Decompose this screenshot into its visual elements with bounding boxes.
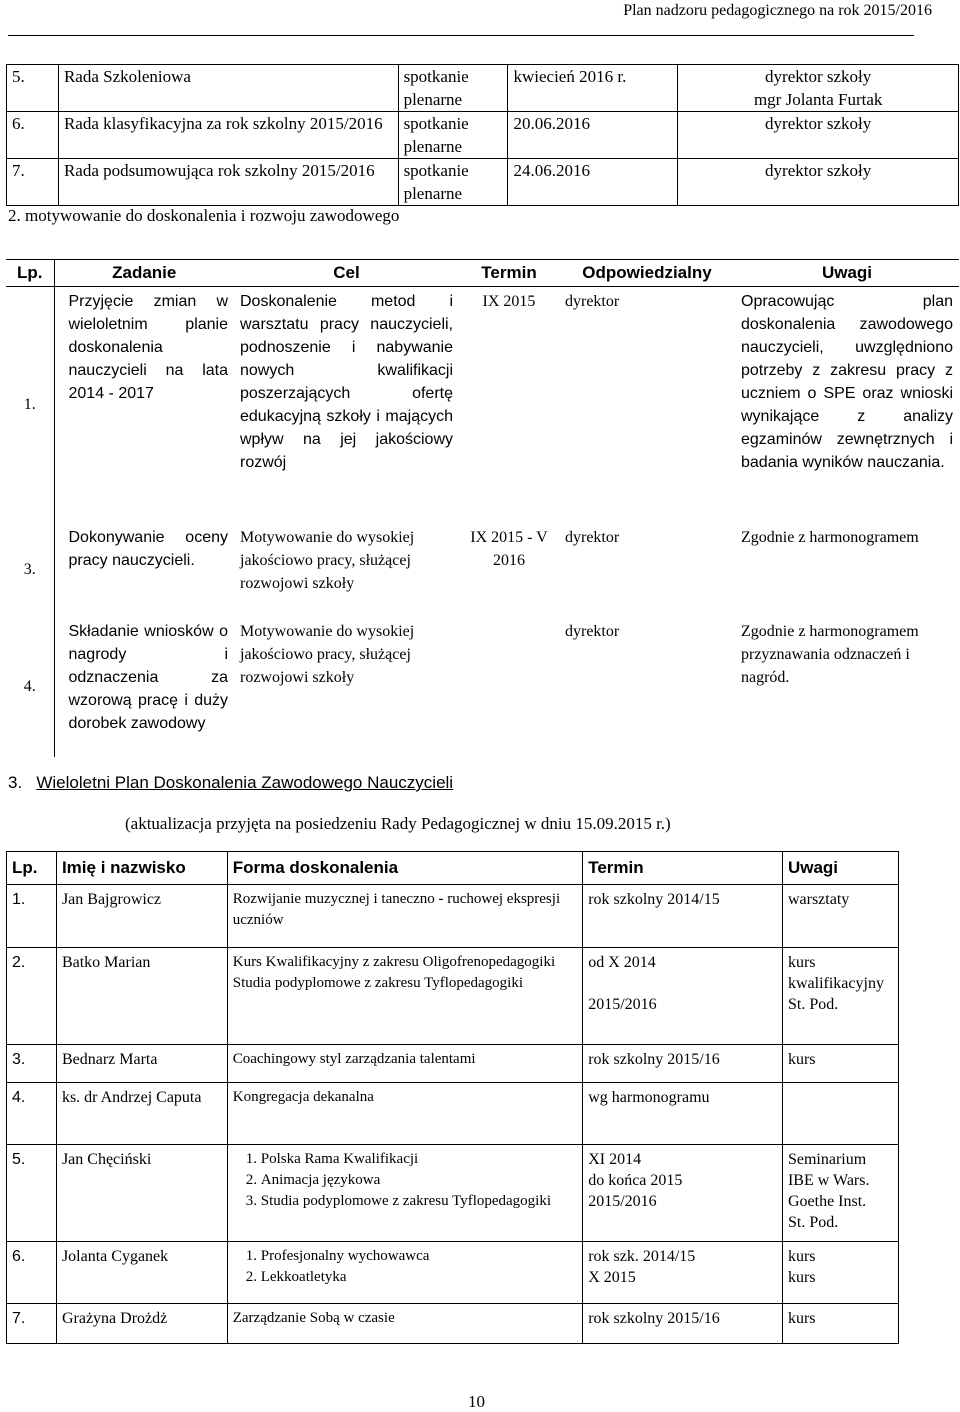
task-lp: 4.: [6, 617, 54, 757]
teacher-name: Jan Bajgrowicz: [56, 885, 227, 948]
teacher-lp: 1.: [7, 885, 57, 948]
teacher-notes: [782, 948, 898, 1045]
teachers-header-row: [7, 852, 899, 885]
task-notes: Opracowując plan doskonalenia zawodowego nauczycieli, uwzględniono potrzeby z zakresu pracy z uczniem o SPE oraz wnioski wynikające z analizy egzaminów zewnętrznych i badania wyników nauczania.: [741, 293, 953, 471]
teacher-notes: [782, 1045, 898, 1083]
section-3-heading: Wieloletni Plan Doskonalenia Zawodowego Nauczycieli: [36, 773, 454, 792]
meeting-name: Rada Szkoleniowa: [58, 65, 398, 112]
table-row: [7, 65, 959, 112]
table-row: [6, 617, 959, 757]
form-item: 1. Profesjonalny wychowawca: [261, 1246, 577, 1267]
form-item: Kurs Kwalifikacyjny z zakresu Oligofrenopedagogiki: [232, 954, 556, 970]
task-lp: 1.: [6, 287, 54, 523]
tasks-table: [6, 259, 959, 757]
table-row: [7, 1145, 899, 1242]
col-term: Termin: [583, 852, 783, 885]
section-3-num: 3.: [8, 773, 23, 792]
task-responsible: dyrektor: [565, 622, 620, 640]
teacher-term: [583, 1242, 783, 1304]
col-lp: Lp.: [7, 852, 57, 885]
tasks-header-row: [6, 260, 959, 287]
table-row: [7, 159, 959, 206]
note-item: St. Pod.: [787, 996, 839, 1013]
teacher-lp: 4.: [7, 1083, 57, 1145]
form-item: Coachingowy styl zarządzania talentami: [232, 1051, 476, 1067]
term-item: rok szkolny 2015/16: [588, 1051, 720, 1068]
table-row: [7, 1045, 899, 1083]
col-notes: Uwagi: [735, 260, 959, 287]
teacher-name: Batko Marian: [56, 948, 227, 1045]
teachers-body: [7, 885, 899, 1344]
responsible-line-2: mgr Jolanta Furtak: [753, 90, 883, 109]
meetings-table: [6, 64, 959, 206]
meeting-name: Rada klasyfikacyjna za rok szkolny 2015/2016: [58, 112, 398, 159]
note-item: kurs: [787, 1269, 816, 1286]
teacher-form: [227, 1145, 582, 1242]
form-list: [233, 1246, 577, 1288]
meeting-form: spotkanie plenarne: [398, 159, 508, 206]
teacher-name: ks. dr Andrzej Caputa: [56, 1083, 227, 1145]
table-row: [7, 1242, 899, 1304]
table-row: [7, 885, 899, 948]
teacher-notes: [782, 885, 898, 948]
col-name: Imię i nazwisko: [56, 852, 227, 885]
table-row: [6, 287, 959, 523]
col-task: Zadanie: [54, 260, 234, 287]
form-item: Kongregacja dekanalna: [232, 1089, 374, 1105]
col-goal: Cel: [234, 260, 459, 287]
task-term: [459, 617, 559, 757]
teacher-form: [227, 948, 582, 1045]
teacher-lp: 2.: [7, 948, 57, 1045]
meeting-responsible: dyrektor szkoły: [678, 159, 959, 206]
meeting-date: kwiecień 2016 r.: [508, 65, 678, 112]
teacher-term: [583, 1045, 783, 1083]
meeting-num: 5.: [7, 65, 59, 112]
form-item: 3. Studia podyplomowe z zakresu Tyflopedagogiki: [261, 1191, 577, 1212]
meeting-responsible: [678, 65, 959, 112]
teacher-notes: [782, 1242, 898, 1304]
form-item: 1. Polska Rama Kwalifikacji: [261, 1149, 577, 1170]
term-item: X 2015: [588, 1269, 636, 1286]
task-notes: Zgodnie z harmonogramem: [741, 528, 919, 546]
task-notes: Zgodnie z harmonogramem przyznawania odznaczeń i nagród.: [741, 622, 919, 686]
meeting-form: spotkanie plenarne: [398, 65, 508, 112]
col-term: Termin: [459, 260, 559, 287]
term-item: wg harmonogramu: [588, 1089, 710, 1106]
page-header-title: Plan nadzoru pedagogicznego na rok 2015/2016: [623, 2, 932, 19]
note-item: kurs: [787, 1051, 816, 1068]
task-term: IX 2015 - V 2016: [470, 528, 548, 569]
table-row: [7, 1304, 899, 1344]
teacher-lp: 3.: [7, 1045, 57, 1083]
note-item: warsztaty: [787, 891, 850, 908]
section-2-title: 2. motywowanie do doskonalenia i rozwoju zawodowego: [8, 206, 400, 225]
teacher-form: [227, 1304, 582, 1344]
term-item: od X 2014: [588, 954, 656, 971]
term-item: 2015/2016: [588, 1193, 657, 1210]
term-item: 2015/2016: [588, 996, 657, 1013]
meeting-date: 20.06.2016: [508, 112, 678, 159]
teacher-name: Grażyna Drożdż: [56, 1304, 227, 1344]
task-text: Przyjęcie zmian w wieloletnim planie doskonalenia nauczycieli na lata 2014 - 2017: [68, 293, 228, 402]
teacher-name: Jan Chęciński: [56, 1145, 227, 1242]
term-item: rok szkolny 2014/15: [588, 891, 720, 908]
meeting-date: 24.06.2016: [508, 159, 678, 206]
task-text: Dokonywanie oceny pracy nauczycieli.: [68, 528, 228, 569]
teacher-form: [227, 1242, 582, 1304]
note-item: Goethe Inst.: [787, 1193, 867, 1210]
table-row: [6, 523, 959, 617]
teacher-name: Bednarz Marta: [56, 1045, 227, 1083]
task-responsible: dyrektor: [565, 293, 620, 310]
col-form: Forma doskonalenia: [227, 852, 582, 885]
responsible-line: dyrektor szkoły: [765, 67, 872, 86]
form-item: 2. Animacja językowa: [261, 1170, 577, 1191]
meeting-num: 7.: [7, 159, 59, 206]
task-goal: Motywowanie do wysokiej jakościowo pracy, służącej rozwojowi szkoły: [240, 528, 415, 592]
note-item: kurs kwalifikacyjny: [787, 954, 884, 992]
col-notes: Uwagi: [782, 852, 898, 885]
teacher-term: [583, 948, 783, 1045]
teacher-lp: 5.: [7, 1145, 57, 1242]
term-item: do końca 2015: [588, 1172, 683, 1189]
term-item: rok szk. 2014/15: [588, 1248, 696, 1265]
task-text: Składanie wniosków o nagrody i odznaczenia za wzorową pracę i duży dorobek zawodowy: [68, 622, 228, 732]
task-goal: Motywowanie do wysokiej jakościowo pracy, służącej rozwojowi szkoły: [240, 622, 415, 686]
term-item: XI 2014: [588, 1151, 642, 1168]
teacher-form: [227, 1045, 582, 1083]
teacher-term: [583, 1304, 783, 1344]
teacher-term: [583, 885, 783, 948]
form-item: 2. Lekkoatletyka: [261, 1267, 577, 1288]
section-3-title: [8, 773, 453, 793]
teacher-term: [583, 1083, 783, 1145]
note-item: Seminarium IBE w Wars.: [787, 1151, 870, 1189]
col-responsible: Odpowiedzialny: [559, 260, 735, 287]
note-item: kurs: [787, 1248, 816, 1265]
teacher-notes: [782, 1304, 898, 1344]
table-row: [7, 1083, 899, 1145]
teacher-notes: [782, 1145, 898, 1242]
form-item: Studia podyplomowe z zakresu Tyflopedagogiki: [232, 975, 524, 991]
teacher-term: [583, 1145, 783, 1242]
meeting-responsible: dyrektor szkoły: [678, 112, 959, 159]
table-row: [7, 948, 899, 1045]
teacher-form: [227, 885, 582, 948]
section-3-subtitle: (aktualizacja przyjęta na posiedzeniu Rady Pedagogicznej w dniu 15.09.2015 r.): [125, 814, 671, 833]
form-item: Zarządzanie Sobą w czasie: [232, 1310, 395, 1326]
task-responsible: dyrektor: [565, 528, 620, 546]
note-item: St. Pod.: [787, 1214, 839, 1231]
teacher-notes: [782, 1083, 898, 1145]
meeting-name: Rada podsumowująca rok szkolny 2015/2016: [58, 159, 398, 206]
header-divider: [8, 35, 914, 36]
task-lp: 3.: [6, 523, 54, 617]
task-term: IX 2015: [482, 293, 536, 310]
meeting-num: 6.: [7, 112, 59, 159]
teacher-lp: 6.: [7, 1242, 57, 1304]
task-goal: Doskonalenie metod i warsztatu pracy nauczycieli, podnoszenie i nabywanie nowych kwalifikacji poszerzających ofertę edukacyjną szkoły i mających wpływ na jej jakościowy rozwój: [240, 293, 453, 471]
term-item: rok szkolny 2015/16: [588, 1310, 720, 1327]
page-number: 10: [468, 1392, 485, 1411]
col-lp: Lp.: [6, 260, 54, 287]
form-list: [233, 1149, 577, 1212]
form-item: Rozwijanie muzycznej i taneczno - ruchowej ekspresji uczniów: [232, 891, 561, 928]
teacher-lp: 7.: [7, 1304, 57, 1344]
teacher-form: [227, 1083, 582, 1145]
teachers-table: [6, 851, 899, 1344]
note-item: kurs: [787, 1310, 816, 1327]
meeting-form: spotkanie plenarne: [398, 112, 508, 159]
table-row: [7, 112, 959, 159]
teacher-name: Jolanta Cyganek: [56, 1242, 227, 1304]
